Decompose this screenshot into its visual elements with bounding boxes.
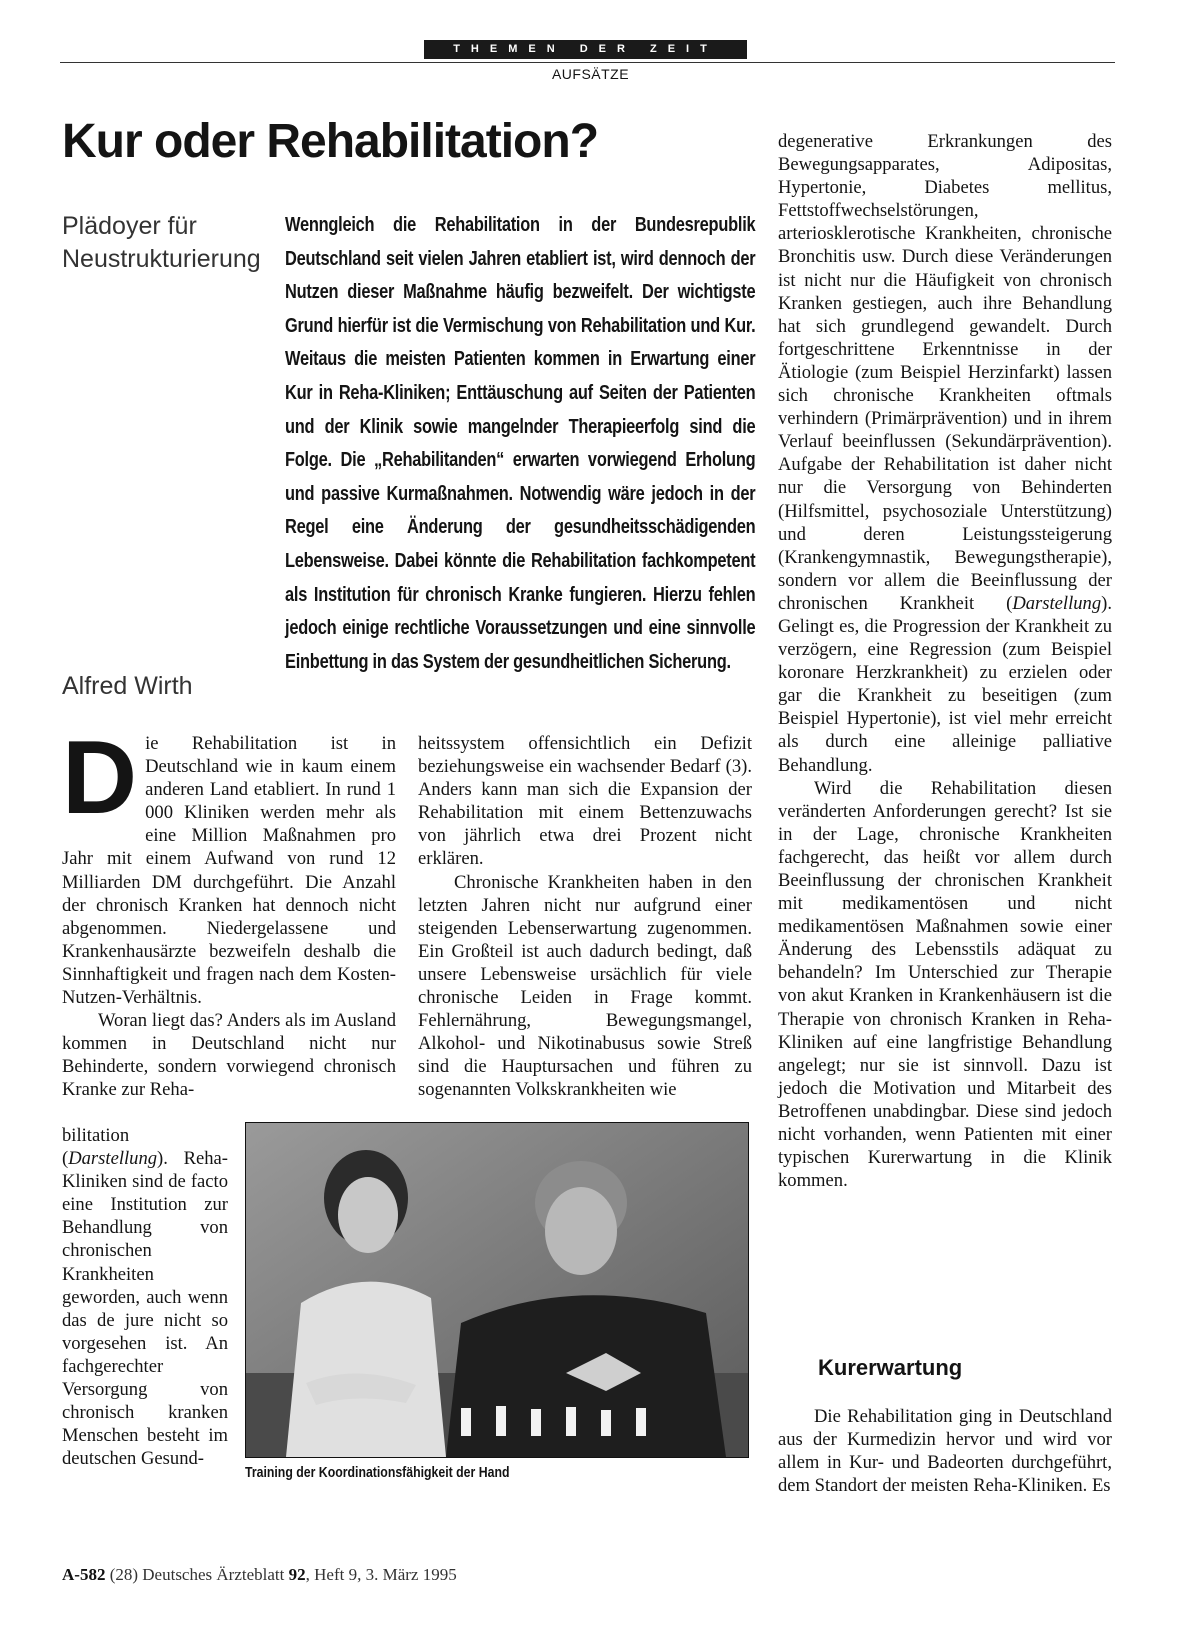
paragraph: Woran liegt das? Anders als im Ausland kommen in Deutschland nicht nur Behinderte, sondern vorwiegend chronisch Kranke zur Reha- bbox=[62, 1010, 396, 1101]
page-footer bbox=[62, 1565, 457, 1585]
drop-cap: D bbox=[62, 720, 138, 836]
body-column-1-narrow bbox=[62, 1124, 228, 1470]
page-number: A-582 bbox=[62, 1565, 106, 1584]
article-lead: Wenngleich die Rehabilitation in der Bundesrepublik Deutschland seit vielen Jahren etabliert ist, wird dennoch der Nutzen dieser Maßnahme häufig bezweifelt. Der wichtigste Grund hierfür ist die Vermischung von Rehabilitation und Kur. Weitaus die meisten Patienten kommen in Erwartung einer Kur in Reha-Kliniken; Enttäuschung auf Seiten der Patienten und der Klinik sowie mangelnder Therapieerfolg sind die Folge. Die „Rehabilitanden“ erwarten vorwiegend Erholung und passive Kurmaßnahmen. Notwendig wäre jedoch in der Regel eine Änderung der gesundheitsschädigenden Lebensweise. Dabei könnte die Rehabilitation fachkompetent als Institution für chronisch Kranke fungieren. Hierzu fehlen jedoch einige rechtliche Voraussetzungen und eine sinnvolle Einbettung in das System der gesundheitlichen Sicherung. bbox=[285, 213, 756, 673]
subtitle-line-1: Plädoyer für bbox=[62, 212, 197, 240]
body-column-3 bbox=[778, 130, 1112, 1192]
paragraph-text: bilitation ( bbox=[62, 1125, 130, 1170]
photo-illustration bbox=[246, 1123, 748, 1457]
body-column-2 bbox=[418, 732, 752, 1102]
paragraph: heitssystem offensichtlich ein Defizit beziehungsweise ein wachsender Bedarf (3). Anders kann man sich die Expansion der Rehabilitation mit einem Bettenzuwachs von jährlich etwa drei Prozent nicht erklären. bbox=[418, 733, 752, 870]
section-subtitle: AUFSÄTZE bbox=[551, 66, 630, 82]
paragraph-text: ). Reha-Kliniken sind de facto eine Institution zur Behandlung von chronischen Krankheiten geworden, auch wenn das de jure nicht so vorgesehen ist. An fachgerechter Versorgung von chronisch kranken Menschen besteht im deutschen Gesund- bbox=[62, 1148, 228, 1470]
paragraph-text: ie Rehabilitation ist in Deutschland wie in kaum einem anderen Land etabliert. In rund 1 000 Kliniken werden mehr als eine Million Maßnahmen pro Jahr mit einem Aufwand von rund 12 Milliarden DM durchgeführt. Die Anzahl der chronisch Kranken hat dennoch nicht abgenommen. Niedergelassene und Krankenhausärzte bezweifeln deshalb die Sinnhaftigkeit und fragen nach dem Kosten-Nutzen-Verhältnis. bbox=[62, 733, 396, 1009]
paragraph-text: degenerative Erkrankungen des Bewegungsapparates, Adipositas, Hypertonie, Diabetes mellitus, Fettstoffwechselstörungen, arteriosklerotische Krankheiten, chronische Bronchitis usw. Durch diese Veränderungen ist nicht nur die Häufigkeit von chronisch Kranken gestiegen, auch ihre Behandlung hat sich grundlegend gewandelt. Durch fortgeschrittene Erkenntnisse in der Ätiologie (zum Beispiel Herzinfarkt) lassen sich chronische Krankheiten oftmals verhindern (Primärprävention) und in ihrem Verlauf beeinflussen (Sekundärprävention). Aufgabe der Rehabilitation ist daher nicht nur die Versorgung von Behinderten (Hilfsmittel, psychosoziale Unterstützung) und deren Leistungssteigerung (Krankengymnastik, Bewegungstherapie), sondern vor allem die Beeinflussung der chronischen Krankheit ( bbox=[778, 131, 1112, 614]
header-rule bbox=[60, 62, 1115, 63]
subtitle-line-2: Neustrukturierung bbox=[62, 245, 261, 273]
article-title: Kur oder Rehabilitation? bbox=[62, 115, 599, 168]
footer-issue: , Heft 9, 3. März 1995 bbox=[305, 1565, 457, 1584]
paragraph bbox=[778, 130, 1112, 777]
figure-reference: Darstellung bbox=[1012, 592, 1102, 614]
photo-caption: Training der Koordinationsfähigkeit der Hand bbox=[245, 1464, 510, 1481]
section-heading: Kurerwartung bbox=[818, 1355, 963, 1380]
section-banner: THEMEN DER ZEIT bbox=[424, 40, 747, 59]
paragraph-text: ). Gelingt es, die Progression der Krankheit zu verzögern, eine Regression (zum Beispiel koronare Herzkrankheit) zu erzielen oder gar die Krankheit zu beseitigen (zum Beispiel Hypertonie), ist viel mehr erreicht als durch eine alleinige palliative Behandlung. bbox=[778, 592, 1112, 776]
paragraph: Wird die Rehabilitation diesen veränderten Anforderungen gerecht? Ist sie in der Lage, chronische Krankheiten fachgerecht, das heißt vor allem durch Beeinflussung der chronischen Krankheit mit medikamentösen und nicht medikamentösen Maßnahmen sowie einer Änderung des Lebensstils adäquat zu behandeln? Im Unterschied zur Therapie von akut Kranken in Krankenhäusern ist die Therapie von chronisch Kranken in Reha-Kliniken auf eine langfristige Behandlung angelegt; nur sie ist sinnvoll. Dazu ist jedoch die Motivation und Mitarbeit des Betroffenen unabdingbar. Diese sind jedoch nicht vorhanden, wenn Patienten mit einer typischen Kurerwartung in die Klinik kommen. bbox=[778, 777, 1112, 1192]
body-column-1 bbox=[62, 720, 396, 1102]
paragraph: Chronische Krankheiten haben in den letzten Jahren nicht nur aufgrund einer steigenden Lebenserwartung zugenommen. Ein Großteil ist auch dadurch bedingt, daß unsere Lebensweise ursächlich für viele chronische Leiden in Frage kommt. Fehlernährung, Bewegungsmangel, Alkohol- und Nikotinabusus sowie Streß sind die Hauptursachen und führen zu sogenannten Volkskrankheiten wie bbox=[418, 871, 752, 1101]
footer-text: (28) Deutsches Ärzteblatt bbox=[105, 1565, 289, 1584]
paragraph bbox=[62, 720, 396, 1009]
article-subtitle bbox=[62, 210, 282, 276]
paragraph bbox=[62, 1124, 228, 1470]
volume-number: 92 bbox=[288, 1565, 306, 1584]
article-photo bbox=[245, 1122, 749, 1458]
body-column-3-continued bbox=[778, 1405, 1112, 1497]
article-author: Alfred Wirth bbox=[62, 672, 193, 700]
paragraph: Die Rehabilitation ging in Deutschland aus der Kurmedizin hervor und wird vor allem in Kur- und Badeorten durchgeführt, dem Standort der meisten Reha-Kliniken. Es bbox=[778, 1406, 1112, 1497]
figure-reference: Darstellung bbox=[68, 1148, 158, 1170]
